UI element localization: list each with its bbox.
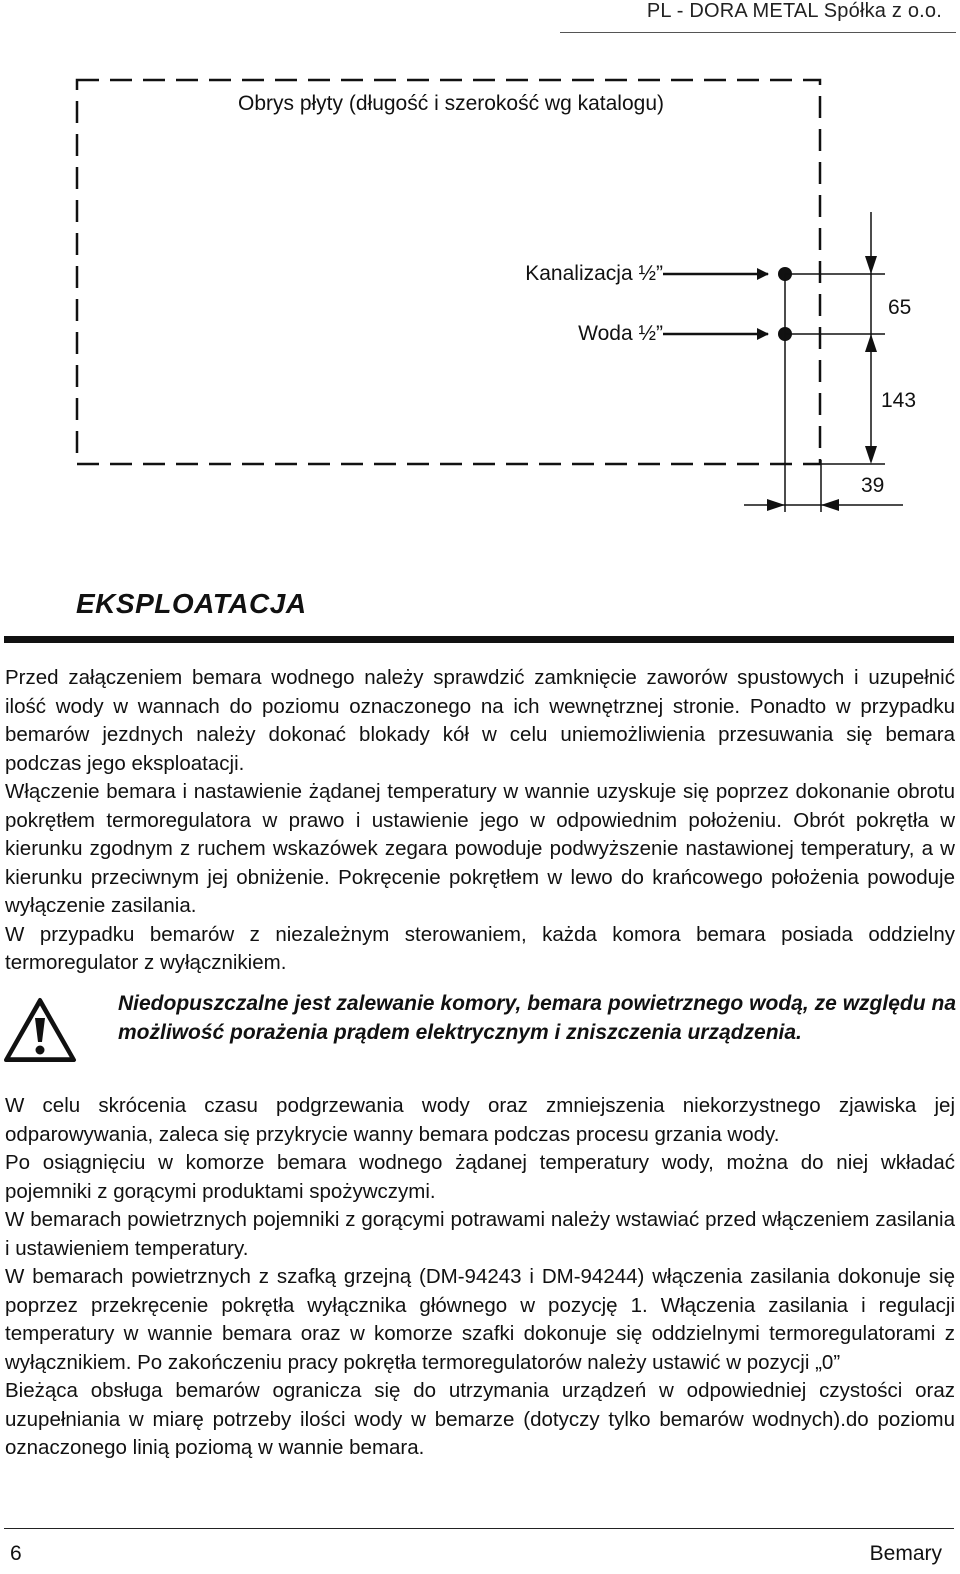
drain-label: Kanalizacja ½” <box>525 262 663 285</box>
operation-text-1 <box>5 664 955 978</box>
dim-arrow-left <box>767 499 785 511</box>
paragraph: W przypadku bemarów z niezależnym sterowaniem, każda komora bemara posiada oddzielny termoregulator z wyłącznikiem. <box>5 922 955 974</box>
section-divider <box>4 636 954 643</box>
dim-arrow-bottom <box>865 446 877 464</box>
dim-arrow-top <box>865 256 877 274</box>
dim-arrow-mid-up <box>865 334 877 352</box>
dimension-143: 143 <box>881 389 917 412</box>
dim-arrow-right <box>821 499 839 511</box>
connection-diagram <box>0 60 960 530</box>
header-company: PL - DORA METAL Spółka z o.o. <box>646 0 942 22</box>
footer-divider <box>4 1528 954 1529</box>
paragraph: Przed załączeniem bemara wodnego należy sprawdzić zamknięcie zaworów spustowych i uzupełnić ilość wody w wannach do poziomu oznaczonego na ich wewnętrznej stronie. Ponadto w przypadku bemarów jezdnych należy dokonać blokady kół w celu uniemożliwienia przesuwania się bemara podczas jego eksploatacji. <box>5 666 955 775</box>
paragraph: W bemarach powietrznych pojemniki z gorącymi potrawami należy wstawiać przed włączeniem zasilania i ustawieniem temperatury. <box>5 1208 955 1260</box>
footer-title: Bemary <box>869 1542 942 1565</box>
paragraph: Po osiągnięciu w komorze bemara wodnego żądanej temperatury wody, można do niej wkładać pojemniki z gorącymi produktami spożywczymi. <box>5 1151 955 1203</box>
section-title: EKSPLOATACJA <box>76 588 307 619</box>
dimension-65: 65 <box>888 296 912 319</box>
outline-label: Obrys płyty (długość i szerokość wg katalogu) <box>238 92 664 115</box>
paragraph: Włączenie bemara i nastawienie żądanej temperatury w wannie uzyskuje się poprzez dokonanie obrotu pokrętłem termoregulatora w prawo i ustawienie jego w odpowiednim położeniu. Obrót pokrętła w kierunku zgodnym z ruchem wskazówek zegara powoduje podwyższenie nastawionej temperatury, a w kierunku przeciwnym jej obniżenie. Pokręcenie pokrętłem w lewo do krańcowego położenia powoduje wyłączenie zasilania. <box>5 780 955 917</box>
page-number: 6 <box>10 1542 22 1565</box>
paragraph: Bieżąca obsługa bemarów ogranicza się do utrzymania urządzeń w odpowiedniej czystości oraz uzupełniania w miarę potrzeby ilości wody w bemarze (dotyczy tylko bemarów wodnych).do poziomu oznaczonego linią poziomą w wannie bemara. <box>5 1379 955 1459</box>
plate-outline <box>77 80 820 464</box>
header-divider <box>560 32 956 33</box>
paragraph: W celu skrócenia czasu podgrzewania wody oraz zmniejszenia niekorzystnego zjawiska jej odparowywania, zaleca się przykrycie wanny bemara podczas procesu grzania wody. <box>5 1094 955 1146</box>
water-label: Woda ½” <box>578 322 663 345</box>
warning-triangle-icon <box>2 996 78 1066</box>
warning-text: Niedopuszczalne jest zalewanie komory, bemara powietrznego wodą, ze względu na możliwość porażenia prądem elektrycznym i zniszczenia urządzenia. <box>118 992 956 1044</box>
paragraph: W bemarach powietrznych z szafką grzejną (DM-94243 i DM-94244) włączenia zasilania dokonuje się poprzez przekręcenie pokrętła wyłącznika głównego w pozycję 1. Włączenia zasilania i regulacji temperatury w wannie bemara oraz w komorze szafki dokonuje się oddzielnymi termoregulatorami z wyłącznikiem. Po zakończeniu pracy pokrętła termoregulatorów należy ustawić w pozycji „0” <box>5 1265 955 1374</box>
operation-text-2 <box>5 1092 955 1463</box>
dimension-39: 39 <box>861 474 885 497</box>
